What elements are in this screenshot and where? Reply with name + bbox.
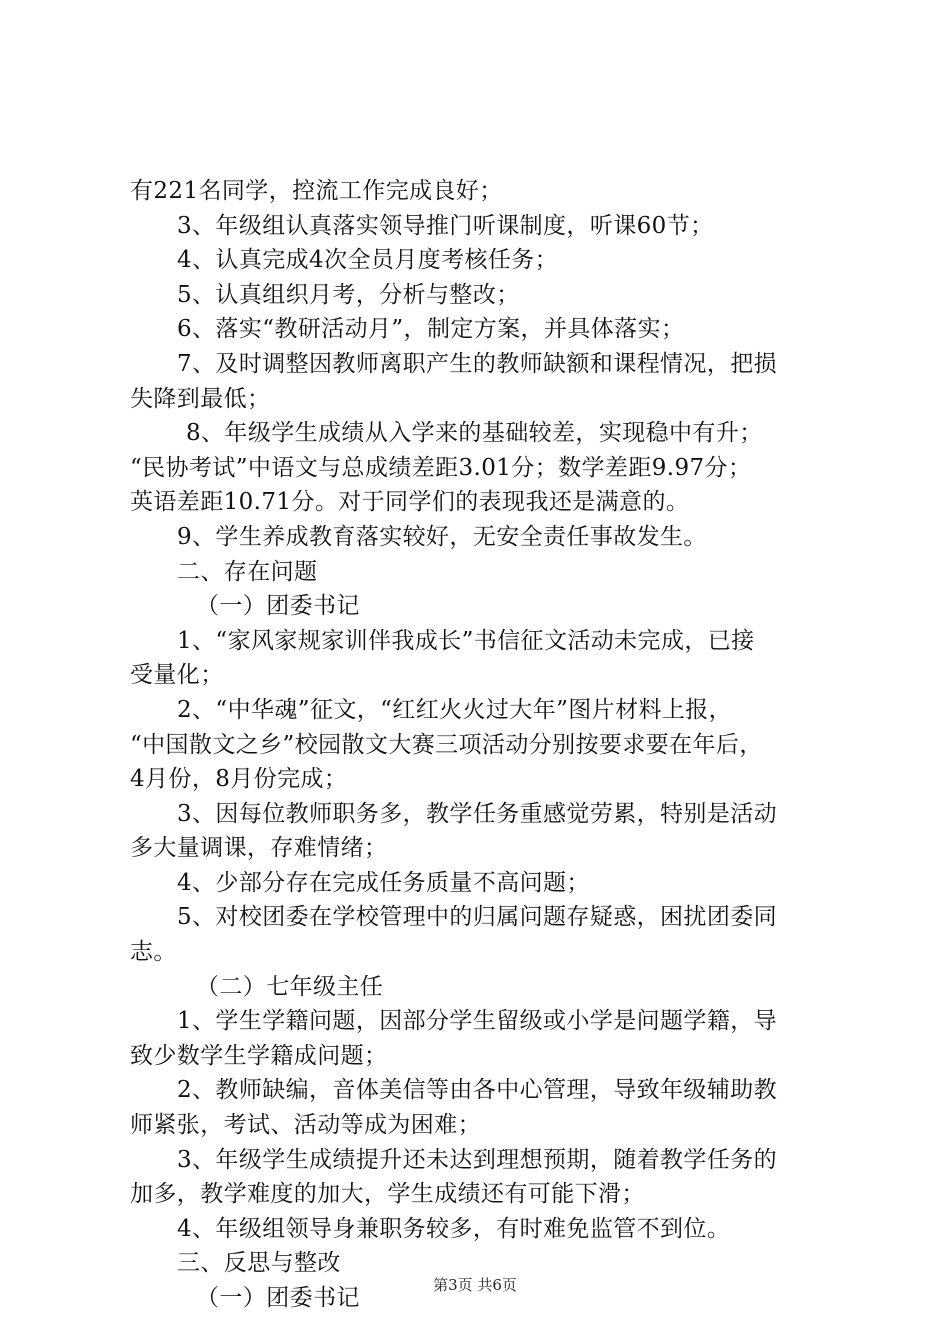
- text-line: 7、及时调整因教师离职产生的教师缺额和课程情况，把损: [177, 350, 778, 377]
- text-line: 1、学生学籍问题，因部分学生留级或小学是问题学籍，导: [177, 1008, 778, 1035]
- text-line: 1、“家风家规家训伴我成长”书信征文活动未完成，已接: [177, 627, 755, 654]
- subsection-heading: （一）团委书记: [196, 593, 360, 620]
- text-line: 师紧张，考试、活动等成为困难；: [130, 1112, 481, 1139]
- text-line: 3、因每位教师职务多，教学任务重感觉劳累，特别是活动: [177, 800, 778, 827]
- text-line: 志。: [130, 939, 177, 966]
- text-line: 4、年级组领导身兼职务较多，有时难免监管不到位。: [177, 1215, 731, 1242]
- text-line: 3、年级学生成绩提升还未达到理想预期，随着教学任务的: [177, 1146, 778, 1173]
- text-line: 致少数学生学籍成问题；: [130, 1042, 388, 1069]
- text-line: “中国散文之乡”校园散文大赛三项活动分别按要求要在年后，: [130, 731, 763, 758]
- document-body: [130, 174, 836, 1316]
- text-line: 6、落实“教研活动月”，制定方案，并具体落实；: [177, 316, 685, 343]
- text-line: 受量化；: [130, 662, 224, 689]
- text-line: 失降到最低；: [130, 385, 271, 412]
- subsection-heading: （二）七年级主任: [196, 973, 384, 1000]
- text-line: 4、认真完成4次全员月度考核任务；: [177, 247, 559, 274]
- text-line: 5、对校团委在学校管理中的归属问题存疑惑，困扰团委同: [177, 904, 778, 931]
- text-line: 2、“中华魂”征文，“红红火火过大年”图片材料上报，: [177, 696, 733, 723]
- text-line: 有221名同学，控流工作完成良好；: [130, 178, 503, 204]
- text-line: 5、认真组织月考，分析与整改；: [177, 281, 520, 308]
- text-line: 3、年级组认真落实领导推门听课制度，听课60节；: [177, 212, 714, 239]
- section-heading: 二、存在问题: [177, 558, 318, 585]
- text-line: 加多，教学难度的加大，学生成绩还有可能下滑；: [130, 1181, 645, 1208]
- page-number-footer: 第3页 共6页: [433, 1276, 517, 1294]
- text-line: “民协考试”中语文与总成绩差距3.01分；数学差距9.97分；: [130, 454, 752, 481]
- text-line: 多大量调课，存难情绪；: [130, 835, 388, 862]
- text-line: 4、少部分存在完成任务质量不高问题；: [177, 869, 590, 896]
- text-line: 英语差距10.71分。对于同学们的表现我还是满意的。: [130, 489, 690, 516]
- text-line: 2、教师缺编，音体美信等由各中心管理，导致年级辅助教: [177, 1077, 778, 1104]
- text-line: 9、学生养成教育落实较好，无安全责任事故发生。: [177, 523, 707, 550]
- text-line: 4月份，8月份完成；: [130, 766, 348, 793]
- section-heading: 三、反思与整改: [177, 1250, 341, 1277]
- text-line: 8、年级学生成绩从入学来的基础较差，实现稳中有升；: [186, 420, 763, 447]
- subsection-heading: （一）团委书记: [196, 1285, 360, 1311]
